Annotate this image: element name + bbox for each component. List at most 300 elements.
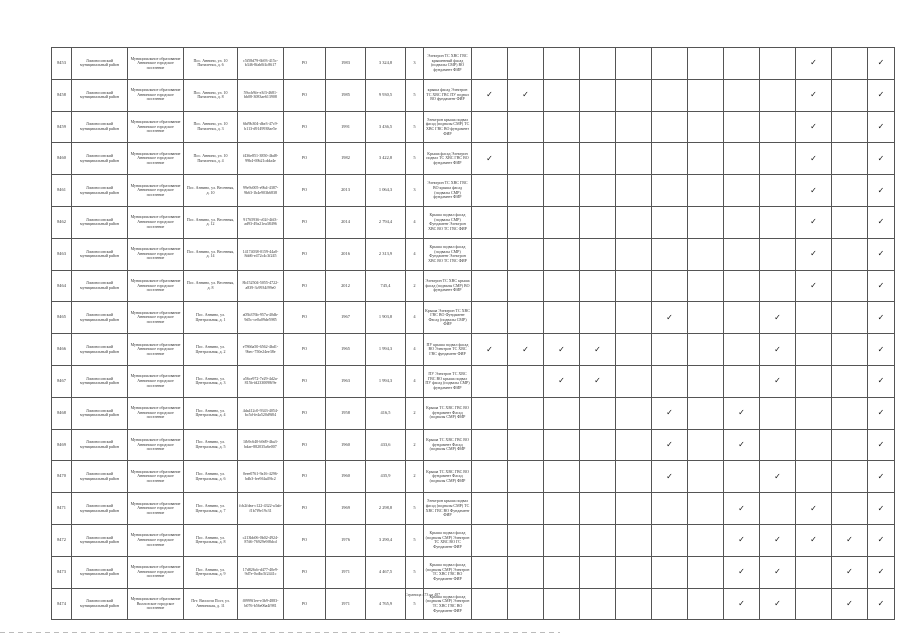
check-cell-11 [832,556,868,588]
district-cell: Ломоносовский муниципальный район [72,111,128,143]
table-row [52,206,895,238]
check-cell-10 [796,175,832,207]
check-cell-11 [832,48,868,80]
works-cell: Крыша подвал фасад (подвалы СМР) Электрон ТС ХВС ГВС ВО Фундамент ФИР [424,556,472,588]
address-cell: Пос. Аннино, ул. 10 Пятилетки, д. 4 [184,143,238,175]
check-cell-7 [688,524,724,556]
check-cell-9 [760,524,796,556]
check-cell-8 [724,238,760,270]
checkmark-icon: ✓ [594,344,601,354]
table-row [52,493,895,525]
check-cell-2 [508,429,544,461]
check-cell-2 [508,461,544,493]
area-cell: 1 994,3 [366,365,406,397]
checkmark-icon: ✓ [594,376,601,386]
check-cell-10 [796,429,832,461]
area-cell: 3 422,8 [366,143,406,175]
checkmark-icon: ✓ [810,121,817,131]
municipality-cell: Муниципальное образование Аннинское городское поселение [128,556,184,588]
year-cell: 2014 [326,206,366,238]
check-cell-4 [580,270,616,302]
type-cell: РО [284,397,326,429]
check-cell-12 [868,556,895,588]
address-cell: Пос. Аннино, ул. Центральная, д. 2 [184,334,238,366]
check-cell-5 [616,334,652,366]
check-cell-4 [580,556,616,588]
check-cell-6 [652,111,688,143]
check-cell-9 [760,238,796,270]
checkmark-icon: ✓ [810,535,817,545]
check-cell-9 [760,588,796,620]
check-cell-3 [544,143,580,175]
check-cell-1 [472,302,508,334]
check-cell-8 [724,270,760,302]
check-cell-8 [724,206,760,238]
check-cell-11 [832,302,868,334]
check-cell-8 [724,365,760,397]
address-cell: Пос. Аннино, ул. 10 Пятилетки, д. 8 [184,79,238,111]
check-cell-9 [760,429,796,461]
check-cell-8 [724,524,760,556]
check-cell-11 [832,238,868,270]
area-cell: 2 794,4 [366,206,406,238]
works-cell: Электрон ТС ХВС ГВС крышенный фасад (подвалы СМР) ВО фундамент ФИР [424,48,472,80]
check-cell-6 [652,461,688,493]
check-cell-8 [724,429,760,461]
area-cell: 435,9 [366,461,406,493]
area-cell: 1 994,3 [366,334,406,366]
works-cell: Крыша фасад Электрон подвал ТС ХВС ГВС ВО фундамент ФИР [424,143,472,175]
floors-cell: 5 [406,111,424,143]
checkmark-icon: ✓ [774,312,781,322]
check-cell-10 [796,206,832,238]
type-cell: РО [284,556,326,588]
check-cell-5 [616,206,652,238]
checkmark-icon: ✓ [774,567,781,577]
checkmark-icon: ✓ [877,312,885,322]
year-cell: 1960 [326,429,366,461]
check-cell-1 [472,111,508,143]
check-cell-11 [832,365,868,397]
row-number-cell: 8461 [52,175,72,207]
check-cell-3 [544,302,580,334]
check-cell-7 [688,397,724,429]
area-cell: 9 930,5 [366,79,406,111]
district-cell: Ломоносовский муниципальный район [72,143,128,175]
check-cell-4 [580,461,616,493]
address-cell: Пос. Аннино, ул. Центральная, д. 5 [184,429,238,461]
check-cell-7 [688,143,724,175]
check-cell-3 [544,588,580,620]
check-cell-9 [760,270,796,302]
check-cell-5 [616,270,652,302]
row-number-cell: 8473 [52,556,72,588]
district-cell: Ломоносовский муниципальный район [72,206,128,238]
works-cell: Крыша подвал фасад (подвалы СМР) Фундамент Электрон ХВС ВО ТС ГВС ФИР [424,206,472,238]
check-cell-12 [868,334,895,366]
area-cell: 3 324,8 [366,48,406,80]
check-cell-12 [868,111,895,143]
check-cell-8 [724,111,760,143]
check-cell-4 [580,334,616,366]
check-cell-6 [652,79,688,111]
checkmark-icon: ✓ [877,408,885,418]
check-cell-9 [760,334,796,366]
check-cell-10 [796,365,832,397]
check-cell-3 [544,556,580,588]
row-number-cell: 8460 [52,143,72,175]
check-cell-10 [796,524,832,556]
works-cell: Крыша ТС ХВС ГВС ВО фундамент Фасад (подвалы СМР) ФИР [424,397,472,429]
type-cell: РО [284,238,326,270]
checkmark-icon: ✓ [846,598,853,608]
year-cell: 2012 [326,270,366,302]
check-cell-6 [652,238,688,270]
checkmark-icon: ✓ [810,249,817,259]
cadastral-id-cell: c213bb06-0b02-4924-87d6-76929e9f8dcd [238,524,284,556]
check-cell-7 [688,206,724,238]
row-number-cell: 8468 [52,397,72,429]
checkmark-icon: ✓ [738,439,745,449]
check-cell-3 [544,206,580,238]
table-row [52,524,895,556]
check-cell-12 [868,270,895,302]
check-cell-9 [760,397,796,429]
check-cell-10 [796,79,832,111]
check-cell-12 [868,175,895,207]
check-cell-2 [508,175,544,207]
check-cell-12 [868,524,895,556]
floors-cell: 2 [406,397,424,429]
area-cell: 2 313,9 [366,238,406,270]
check-cell-12 [868,48,895,80]
table-row [52,397,895,429]
check-cell-9 [760,143,796,175]
municipality-cell: Муниципальное образование Аннинское городское поселение [128,111,184,143]
year-cell: 1971 [326,556,366,588]
check-cell-2 [508,206,544,238]
year-cell: 1976 [326,524,366,556]
type-cell: РО [284,365,326,397]
check-cell-2 [508,334,544,366]
checkmark-icon: ✓ [877,535,885,545]
works-cell: Электрон крыша подвал фасад (подвалы СМР) ТС ХВС ГВС ВО Фундамент ФИР [424,493,472,525]
district-cell: Ломоносовский муниципальный район [72,79,128,111]
check-cell-11 [832,143,868,175]
floors-cell: 5 [406,79,424,111]
check-cell-12 [868,461,895,493]
district-cell: Ломоносовский муниципальный район [72,334,128,366]
checkmark-icon: ✓ [877,280,885,290]
register-table [51,47,895,620]
type-cell: РО [284,111,326,143]
area-cell: 745,4 [366,270,406,302]
year-cell: 1969 [326,493,366,525]
municipality-cell: Муниципальное образование Аннинское городское поселение [128,524,184,556]
works-cell: Крыша подвал фасад (подвалы СМР) Электрон ТС ХВС ГВС ВО Фундамент ФИР [424,588,472,620]
check-cell-7 [688,238,724,270]
check-cell-1 [472,270,508,302]
year-cell: 2016 [326,238,366,270]
floors-cell: 4 [406,365,424,397]
cadastral-id-cell: f436e851-3850-4bd8-99b4-69b21cdda4e [238,143,284,175]
row-number-cell: 8472 [52,524,72,556]
area-cell: 1 064,3 [366,175,406,207]
check-cell-10 [796,143,832,175]
check-cell-3 [544,48,580,80]
district-cell: Ломоносовский муниципальный район [72,429,128,461]
check-cell-4 [580,588,616,620]
floors-cell: 5 [406,556,424,588]
municipality-cell: Муниципальное образование Аннинское городское поселение [128,48,184,80]
area-cell: 3 436,5 [366,111,406,143]
table-row [52,556,895,588]
check-cell-9 [760,206,796,238]
check-cell-12 [868,143,895,175]
check-cell-6 [652,429,688,461]
check-cell-4 [580,111,616,143]
year-cell: 2013 [326,175,366,207]
check-cell-11 [832,111,868,143]
check-cell-3 [544,461,580,493]
district-cell: Ломоносовский муниципальный район [72,48,128,80]
table-row [52,334,895,366]
check-cell-2 [508,302,544,334]
table-row [52,429,895,461]
check-cell-8 [724,143,760,175]
table-row [52,48,895,80]
address-cell: Пос. Аннино, ул. Центральная, д. 3 [184,365,238,397]
check-cell-5 [616,143,652,175]
table-row [52,270,895,302]
address-cell: Пос. Аннино, ул. Центральная, д. 1 [184,302,238,334]
area-cell: 2 298,8 [366,493,406,525]
check-cell-2 [508,48,544,80]
check-cell-1 [472,429,508,461]
check-cell-4 [580,206,616,238]
check-cell-2 [508,79,544,111]
checkmark-icon: ✓ [810,280,817,290]
checkmark-icon: ✓ [877,471,885,481]
table-row [52,365,895,397]
cadastral-id-cell: 14174038-0159-44a0-8dd6-e472c4c3f245 [238,238,284,270]
floors-cell: 4 [406,302,424,334]
cadastral-id-cell: e7866a50-6562-4bd1-9bec-750e24ee38e [238,334,284,366]
check-cell-1 [472,175,508,207]
checkmark-icon: ✓ [877,503,885,513]
municipality-cell: Муниципальное образование Аннинское городское поселение [128,206,184,238]
check-cell-12 [868,493,895,525]
check-cell-5 [616,238,652,270]
check-cell-11 [832,397,868,429]
check-cell-12 [868,238,895,270]
checkmark-icon: ✓ [877,121,885,131]
floors-cell: 5 [406,524,424,556]
checkmark-icon: ✓ [486,90,493,100]
check-cell-11 [832,270,868,302]
row-number-cell: 8467 [52,365,72,397]
check-cell-2 [508,397,544,429]
check-cell-10 [796,270,832,302]
checkmark-icon: ✓ [486,153,493,163]
check-cell-5 [616,111,652,143]
municipality-cell: Муниципальное образование Аннинское городское поселение [128,429,184,461]
check-cell-6 [652,493,688,525]
row-number-cell: 8458 [52,79,72,111]
municipality-cell: Муниципальное образование Аннинское городское поселение [128,270,184,302]
check-cell-4 [580,175,616,207]
check-cell-5 [616,429,652,461]
checkmark-icon: ✓ [738,535,745,545]
checkmark-icon: ✓ [810,90,817,100]
type-cell: РО [284,143,326,175]
check-cell-11 [832,588,868,620]
type-cell: РО [284,524,326,556]
checkmark-icon: ✓ [666,439,673,449]
check-cell-6 [652,365,688,397]
check-cell-8 [724,302,760,334]
check-cell-12 [868,302,895,334]
checkmark-icon: ✓ [774,344,781,354]
check-cell-6 [652,588,688,620]
check-cell-8 [724,588,760,620]
check-cell-6 [652,334,688,366]
type-cell: РО [284,461,326,493]
works-cell: Электрон ТС ХВС крыша фасад (подвалы СМР) ВО фундамент ФИР [424,270,472,302]
cadastral-id-cell: 17d826cb-d477-40e9-9d7e-0cdbc5f2441c [238,556,284,588]
checkmark-icon: ✓ [486,344,493,354]
floors-cell: 4 [406,206,424,238]
type-cell: РО [284,493,326,525]
check-cell-3 [544,79,580,111]
check-cell-9 [760,79,796,111]
type-cell: РО [284,588,326,620]
table-row [52,111,895,143]
check-cell-7 [688,365,724,397]
check-cell-8 [724,79,760,111]
check-cell-1 [472,588,508,620]
floors-cell: 5 [406,493,424,525]
check-cell-7 [688,334,724,366]
check-cell-4 [580,238,616,270]
checkmark-icon: ✓ [877,90,885,100]
check-cell-12 [868,365,895,397]
works-cell: Электрон ТС ХВС ГВС ВО крыша фасад (подвалы СМР) фундамент ФИР [424,175,472,207]
checkmark-icon: ✓ [738,503,745,513]
check-cell-4 [580,79,616,111]
address-cell: Пос. Аннино, ул. 10 Пятилетки, д. 3 [184,111,238,143]
cadastral-id-cell: 91765936-c02f-4fd3-ad93-49a21ea38496 [238,206,284,238]
checkmark-icon: ✓ [522,90,529,100]
district-cell: Ломоносовский муниципальный район [72,493,128,525]
check-cell-4 [580,397,616,429]
type-cell: РО [284,79,326,111]
check-cell-8 [724,461,760,493]
address-cell: Пос. Аннино, ул. Центральная, д. 4 [184,397,238,429]
checkmark-icon: ✓ [666,312,673,322]
row-number-cell: 8453 [52,48,72,80]
checkmark-icon: ✓ [877,153,885,163]
area-cell: 433,6 [366,429,406,461]
works-cell: Крыша ТС ХВС ГВС ВО фундамент Фасад (подвалы СМР) ФИР [424,429,472,461]
checkmark-icon: ✓ [522,344,529,354]
district-cell: Ломоносовский муниципальный район [72,365,128,397]
works-cell: Крыша ТС ХВС ГВС ВО фундамент Фасад (подвалы СМР) ФИР [424,461,472,493]
cadastral-id-cell: fcb2fdea-c122-4322-a3ab-f1b7f9e19c31 [238,493,284,525]
check-cell-6 [652,175,688,207]
check-cell-3 [544,270,580,302]
check-cell-11 [832,175,868,207]
area-cell: 3 290,4 [366,524,406,556]
check-cell-9 [760,111,796,143]
table-row [52,79,895,111]
table-row [52,238,895,270]
district-cell: Ломоносовский муниципальный район [72,397,128,429]
check-cell-6 [652,206,688,238]
district-cell: Ломоносовский муниципальный район [72,175,128,207]
type-cell: РО [284,334,326,366]
check-cell-5 [616,48,652,80]
check-cell-10 [796,588,832,620]
check-cell-2 [508,493,544,525]
check-cell-7 [688,461,724,493]
area-cell: 1 903,8 [366,302,406,334]
works-cell: Крыша подвал фасад (подвалы СМР) Фундамент Электрон ХВС ВО ТС ГВС ФИР [424,238,472,270]
address-cell: Пос. Аннино, ул. Центральная, д. 7 [184,493,238,525]
check-cell-7 [688,79,724,111]
district-cell: Ломоносовский муниципальный район [72,461,128,493]
checkmark-icon: ✓ [738,408,745,418]
check-cell-2 [508,238,544,270]
type-cell: РО [284,270,326,302]
check-cell-7 [688,175,724,207]
row-number-cell: 8470 [52,461,72,493]
checkmark-icon: ✓ [877,344,885,354]
address-cell: Пгт. Виллози Пост, ул. Аннинская, д. 11 [184,588,238,620]
check-cell-5 [616,79,652,111]
floors-cell: 3 [406,48,424,80]
check-cell-5 [616,397,652,429]
check-cell-1 [472,493,508,525]
row-number-cell: 8474 [52,588,72,620]
check-cell-1 [472,365,508,397]
year-cell: 1982 [326,143,366,175]
municipality-cell: Муниципальное образование Аннинское городское поселение [128,143,184,175]
address-cell: Пос. Аннино, ул. Центральная, д. 6 [184,461,238,493]
cadastral-id-cell: 0eee0761-9a16-4296-bdb3-fee9f4a49fc2 [238,461,284,493]
cadastral-id-cell: a56ce972-7e29-4d2a-815b-fd2330098f9e [238,365,284,397]
year-cell: 1991 [326,111,366,143]
check-cell-3 [544,238,580,270]
year-cell: 1958 [326,397,366,429]
check-cell-11 [832,493,868,525]
check-cell-7 [688,302,724,334]
row-number-cell: 8465 [52,302,72,334]
works-cell: ПУ Электрон ТС ХВС ГВС ВО крыша подвал ПУ фасад (подвалы СМР) фундамент ФИР [424,365,472,397]
check-cell-11 [832,429,868,461]
district-cell: Ломоносовский муниципальный район [72,556,128,588]
checkmark-icon: ✓ [666,471,673,481]
floors-cell: 5 [406,143,424,175]
checkmark-icon: ✓ [738,598,745,608]
cadastral-id-cell: 59ccb9fe-e3f3-4681-bb08-3083ae613908 [238,79,284,111]
district-cell: Ломоносовский муниципальный район [72,238,128,270]
row-number-cell: 8462 [52,206,72,238]
municipality-cell: Муниципальное образование Аннинское городское поселение [128,493,184,525]
check-cell-8 [724,493,760,525]
row-number-cell: 8459 [52,111,72,143]
address-cell: Пос. Аннино, ул. Центральная, д. 8 [184,524,238,556]
